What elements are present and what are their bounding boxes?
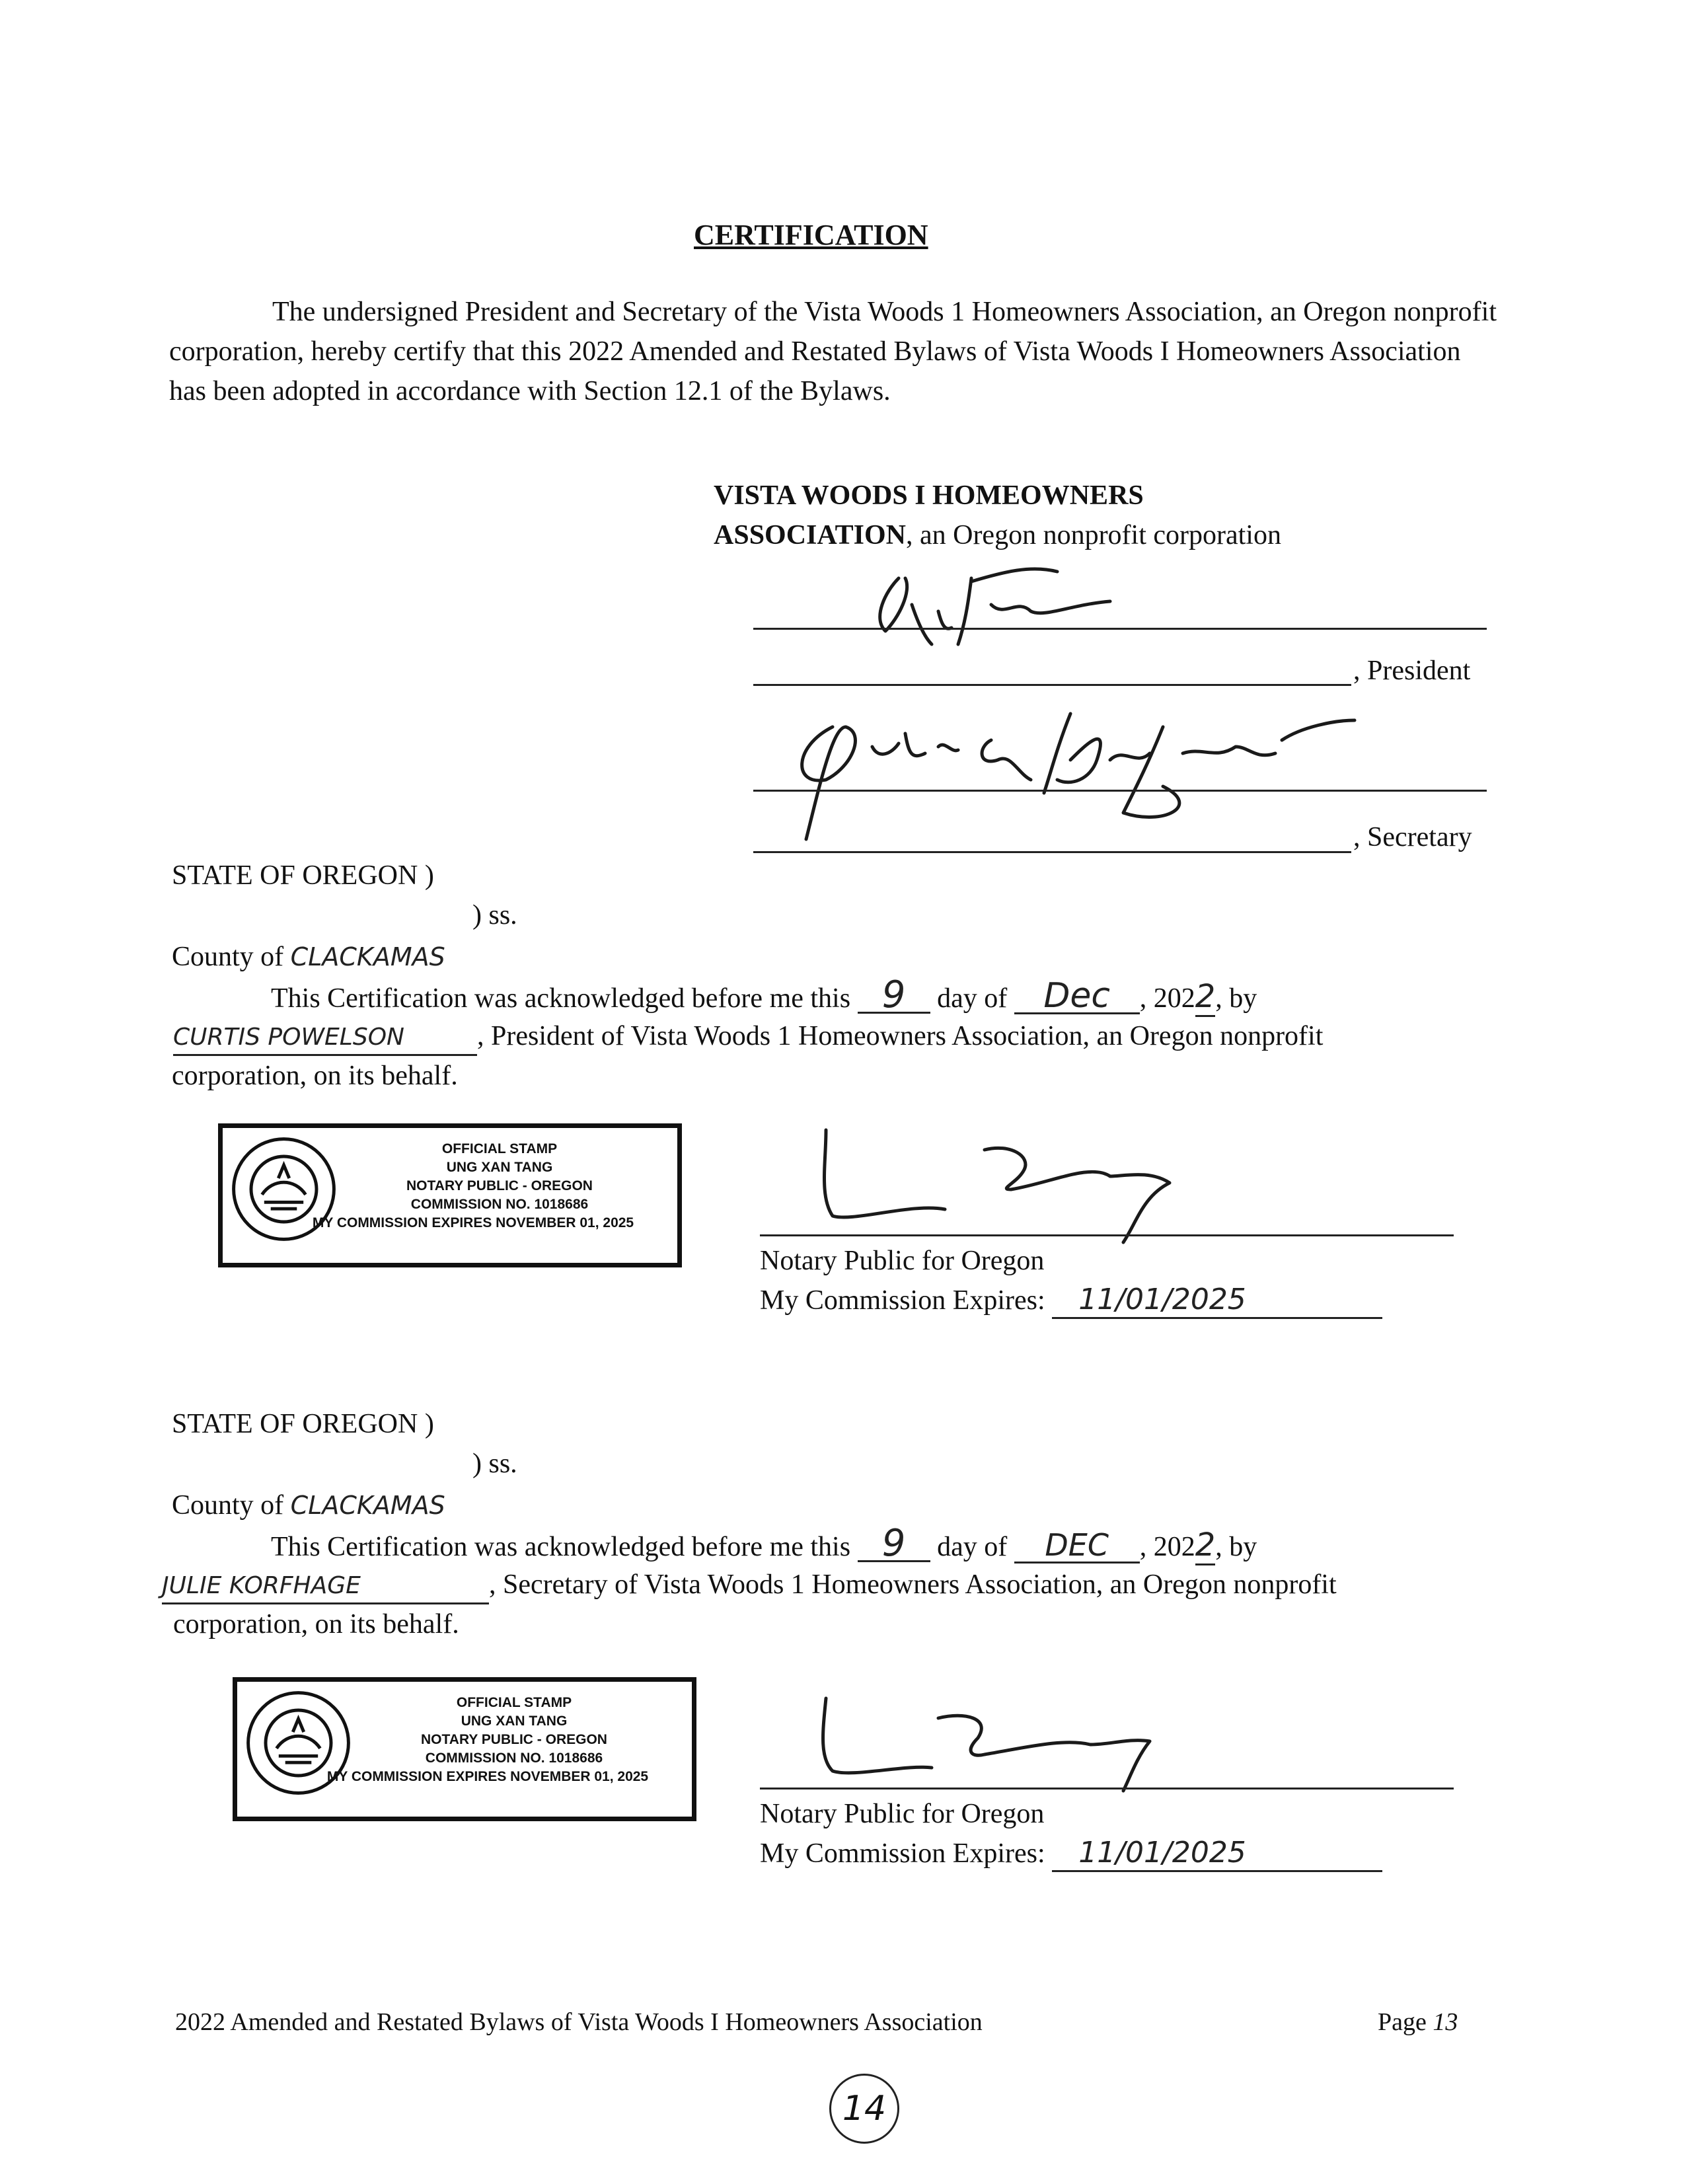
stamp-line5: MY COMMISSION EXPIRES NOVEMBER 01, 2025 [326, 1769, 649, 1784]
stamp-line4: COMMISSION NO. 1018686 [425, 1751, 603, 1766]
stamp-line2: UNG XAN TANG [461, 1713, 568, 1729]
ack2-sentence-a: This Certification was acknowledged before me this [271, 1532, 851, 1562]
ack2-year-digit: 2 [1195, 1526, 1216, 1565]
ack2-year-prefix: , 202 [1139, 1532, 1195, 1562]
stamp-line3: NOTARY PUBLIC - OREGON [421, 1732, 607, 1747]
notary-2-title: Notary Public for Oregon [760, 1799, 1045, 1829]
secretary-name-line [753, 851, 1351, 853]
page-number [1378, 2006, 1458, 2039]
ack1-year-prefix: , 202 [1139, 983, 1195, 1014]
ack1-name-value: CURTIS POWELSON [173, 1021, 477, 1056]
notary-1-expires [760, 1281, 1382, 1320]
ack2-county [172, 1486, 445, 1525]
president-signature [859, 565, 1137, 651]
stamp-line1: OFFICIAL STAMP [456, 1695, 572, 1710]
association-name-line2: ASSOCIATION [714, 520, 906, 550]
ack2-county-label: County of [172, 1490, 284, 1521]
ack1-sentence-b: day of [937, 983, 1008, 1014]
ack1-month-value: Dec [1014, 979, 1140, 1014]
stamp-text [312, 1140, 671, 1232]
ack1-county [172, 937, 445, 977]
notary-signature-1 [813, 1123, 1242, 1242]
ack1-behalf: corporation, on its behalf. [172, 1061, 458, 1091]
ack1-sentence-a: This Certification was acknowledged before me this [271, 983, 851, 1014]
ack1-county-label: County of [172, 942, 284, 972]
notary-1-signature-line [760, 1234, 1454, 1236]
notary-2-signature-line [760, 1788, 1454, 1789]
ack1-by: , by [1215, 983, 1257, 1014]
notary-stamp-2 [233, 1677, 696, 1821]
page-label: Page [1378, 2008, 1427, 2036]
notary-2-expires-label: My Commission Expires: [760, 1838, 1045, 1869]
secretary-signature-line [753, 790, 1487, 792]
stamp-line3: NOTARY PUBLIC - OREGON [406, 1178, 593, 1193]
stamp-line5: MY COMMISSION EXPIRES NOVEMBER 01, 2025 [312, 1215, 634, 1230]
ack2-county-value: CLACKAMAS [290, 1491, 445, 1520]
ack1-role-text: , President of Vista Woods 1 Homeowners Association, an Oregon nonprofit [477, 1021, 1324, 1051]
ack1-year-digit: 2 [1195, 978, 1216, 1017]
notary-signature-2 [813, 1692, 1183, 1797]
notary-2-expires [760, 1834, 1382, 1873]
ack1-ss: ) ss. [472, 900, 517, 930]
ack1-sentence [271, 973, 1257, 1018]
ack2-name-value: JULIE KORFHAGE [162, 1569, 489, 1604]
association-block [714, 476, 1507, 555]
ack1-state: STATE OF OREGON ) [172, 860, 434, 891]
ack1-day-value: 9 [858, 979, 930, 1014]
stamp-line2: UNG XAN TANG [446, 1160, 553, 1175]
intro-text: The undersigned President and Secretary of the Vista Woods 1 Homeowners Association, an Oregon nonprofit corporation, hereby certify that this 2022 Amended and Restated Bylaws of Vista Woods I Homeowners Association has been adopted in accordance with Section 12.1 of the Bylaws. [169, 297, 1497, 406]
intro-paragraph [169, 292, 1497, 411]
footer-title: 2022 Amended and Restated Bylaws of Vista Woods I Homeowners Association [175, 2008, 983, 2036]
ack2-state: STATE OF OREGON ) [172, 1409, 434, 1439]
notary-stamp-1 [218, 1123, 682, 1267]
ack2-sentence [271, 1522, 1257, 1567]
association-name-line1: VISTA WOODS I HOMEOWNERS [714, 480, 1144, 511]
ack2-by: , by [1215, 1532, 1257, 1562]
secretary-label: , Secretary [1353, 822, 1472, 852]
ack2-name-role [162, 1565, 1337, 1604]
president-name-line [753, 684, 1351, 686]
document-title: CERTIFICATION [694, 219, 928, 251]
ack2-sentence-b: day of [937, 1532, 1008, 1562]
page-number-value: 13 [1433, 2008, 1458, 2036]
notary-1-title: Notary Public for Oregon [760, 1246, 1045, 1276]
stamp-text [326, 1694, 685, 1786]
notary-1-expires-value: 11/01/2025 [1052, 1283, 1382, 1319]
ack1-name-role [173, 1016, 1323, 1056]
notary-1-expires-label: My Commission Expires: [760, 1285, 1045, 1316]
secretary-signature [793, 707, 1388, 839]
association-suffix: , an Oregon nonprofit corporation [905, 520, 1281, 550]
ack2-month-value: DEC [1014, 1528, 1140, 1563]
ack2-ss: ) ss. [472, 1449, 517, 1479]
ack2-behalf: corporation, on its behalf. [173, 1609, 459, 1639]
ack2-day-value: 9 [858, 1527, 930, 1562]
stamp-line1: OFFICIAL STAMP [441, 1141, 558, 1156]
ack1-county-value: CLACKAMAS [290, 942, 445, 971]
president-signature-line [753, 628, 1487, 630]
ack2-role-text: , Secretary of Vista Woods 1 Homeowners Association, an Oregon nonprofit [489, 1569, 1337, 1600]
notary-2-expires-value: 11/01/2025 [1052, 1836, 1382, 1872]
handwritten-page-number: 14 [829, 2074, 899, 2144]
president-label: , President [1353, 656, 1471, 686]
stamp-line4: COMMISSION NO. 1018686 [410, 1197, 589, 1212]
